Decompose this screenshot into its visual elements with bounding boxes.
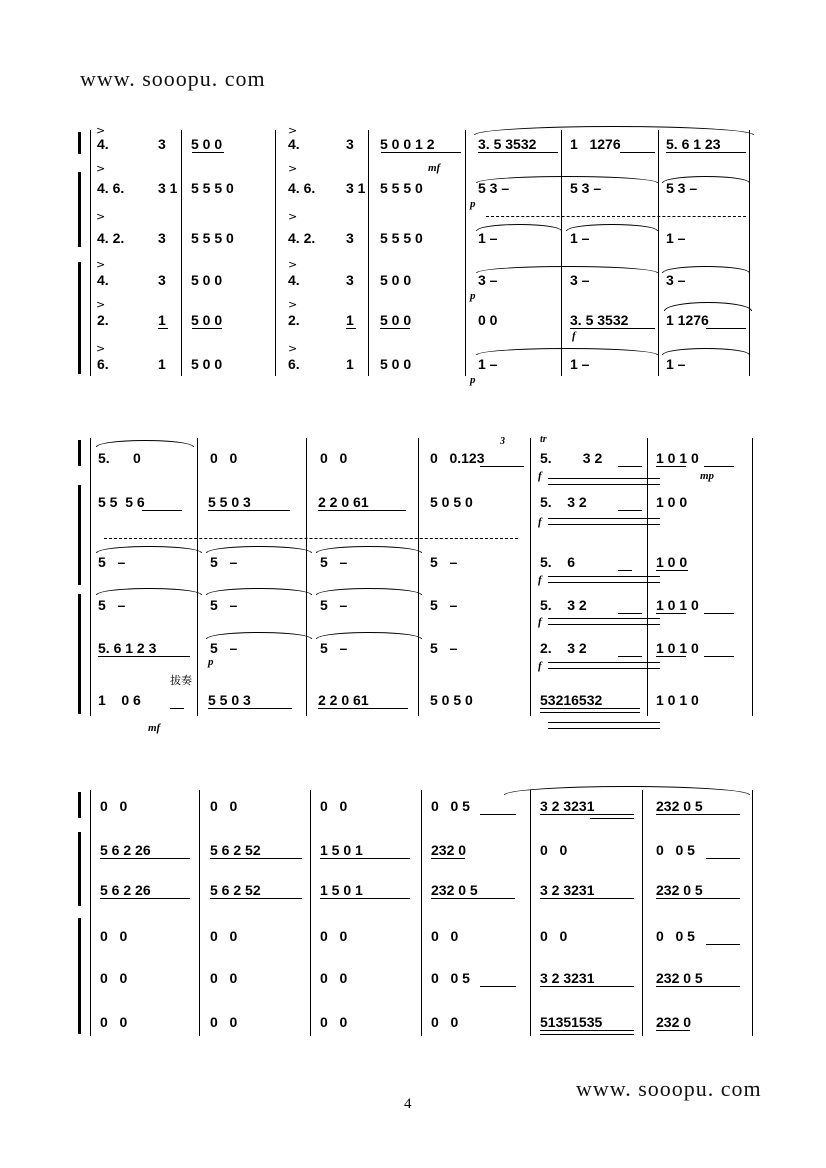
note-cell: 0 0 [320, 1014, 348, 1030]
note-cell: 5 – [320, 597, 348, 613]
note-cell: 0 0 [210, 970, 238, 986]
underline [480, 814, 516, 815]
crescendo [548, 662, 660, 670]
note-cell: 3 [158, 230, 166, 246]
note-cell: 1 0 1 0 [656, 450, 699, 466]
dynamic-f: f [538, 660, 542, 672]
underline [656, 898, 740, 899]
note-cell: 5 6 2 26 [100, 842, 151, 858]
note-cell: 0 0 5 [431, 970, 470, 986]
bracket-bar [78, 918, 81, 1034]
underline [590, 818, 634, 819]
bracket-bar [78, 792, 81, 818]
note-cell: 5. 0 [98, 450, 141, 466]
note-cell: 5 5 5 0 [380, 180, 423, 196]
note-cell: 1 – [666, 230, 686, 246]
slur [662, 176, 750, 183]
note-cell: 5 0 0 [380, 356, 412, 372]
note-cell: 5 0 0 1 2 [380, 136, 435, 152]
note-cell: 3. 5 3532 [570, 312, 629, 328]
note-cell: 4. [97, 136, 109, 152]
note-cell: 1 5 0 1 [320, 882, 363, 898]
underline [666, 152, 746, 153]
underline [618, 466, 642, 467]
note-cell: 5 6 2 52 [210, 842, 261, 858]
note-cell: 5 6 2 26 [100, 882, 151, 898]
note-cell: 3 [346, 272, 354, 288]
bracket-bar [78, 832, 81, 906]
slur [206, 546, 312, 553]
dynamic-f: f [538, 516, 542, 528]
note-cell: 1 1276 [570, 136, 621, 152]
note-cell: 5 0 5 0 [430, 692, 473, 708]
note-cell: 4. [97, 272, 109, 288]
slur [476, 348, 658, 355]
accent-mark: > [288, 342, 298, 355]
note-cell: 232 0 [431, 842, 467, 858]
slur [474, 126, 754, 135]
bracket-bar [78, 485, 81, 585]
underline [318, 510, 406, 511]
underline [570, 328, 655, 329]
note-cell: 5 – [210, 597, 238, 613]
underline [170, 708, 184, 709]
underline [192, 152, 224, 153]
underline [656, 466, 686, 467]
underline [706, 328, 746, 329]
note-cell: 5. 3 2 [540, 494, 587, 510]
accent-mark: > [96, 210, 106, 223]
underline [618, 510, 642, 511]
note-cell: 2. 3 2 [540, 640, 587, 656]
bracket-bar [78, 172, 81, 247]
note-cell: 1 – [570, 230, 590, 246]
note-cell: 5 3 – [666, 180, 698, 196]
slur [504, 786, 750, 795]
note-cell: 232 0 5 [656, 798, 703, 814]
underline [540, 814, 634, 815]
dynamic-mp: mp [700, 470, 715, 482]
crescendo [548, 576, 660, 584]
note-cell: 0 0 [210, 1014, 238, 1030]
bracket-bar [78, 594, 81, 714]
note-cell: 1 [158, 356, 166, 372]
underline [142, 510, 182, 511]
note-cell: 5 – [98, 554, 126, 570]
note-cell: 0 0 [210, 450, 238, 466]
note-cell: 3 2 3231 [540, 970, 595, 986]
bracket-bar [78, 132, 81, 154]
note-cell: 1 – [666, 356, 686, 372]
accent-mark: > [288, 298, 298, 311]
tremolo-line [104, 538, 518, 539]
underline [100, 858, 190, 859]
note-cell: 1 0 1 0 [656, 640, 699, 656]
barline [306, 438, 307, 716]
slur [476, 266, 658, 273]
note-cell: 5 5 5 0 [191, 180, 234, 196]
slur [96, 588, 202, 595]
note-cell: 0 0 5 [656, 842, 695, 858]
note-cell: 5 6 2 52 [210, 882, 261, 898]
note-cell: 5 0 5 0 [430, 494, 473, 510]
note-cell: 5 0 0 [191, 356, 223, 372]
barline [530, 790, 531, 1036]
underline [618, 570, 632, 571]
underline [656, 613, 686, 614]
dynamic-p: p [470, 290, 476, 302]
crescendo [548, 518, 660, 526]
note-cell: 5. 6 [540, 554, 576, 570]
system-barline [90, 438, 91, 716]
note-cell: 1 – [478, 356, 498, 372]
note-cell: 1 [158, 312, 166, 328]
underline [192, 328, 222, 329]
underline [706, 858, 740, 859]
note-cell: 3 2 3231 [540, 798, 595, 814]
crescendo [548, 722, 660, 730]
note-cell: 4. 6. [288, 180, 316, 196]
note-cell: 5. 3 2 [540, 450, 603, 466]
note-cell: 6. [288, 356, 300, 372]
slur [316, 632, 422, 639]
barline [418, 438, 419, 716]
note-cell: 3 – [666, 272, 686, 288]
underline [98, 656, 190, 657]
note-cell: 1 – [570, 356, 590, 372]
note-cell: 1 0 0 [656, 554, 688, 570]
dynamic-mf: mf [148, 722, 161, 734]
note-cell: 0 0 5 [656, 928, 695, 944]
underline [480, 986, 516, 987]
note-cell: 232 0 [656, 1014, 692, 1030]
note-cell: 0 0 [320, 798, 348, 814]
dynamic-p: p [470, 198, 476, 210]
note-cell: 5. 3 2 [540, 597, 587, 613]
note-cell: 0 0 [210, 928, 238, 944]
underline [620, 152, 655, 153]
note-cell: 1 1276 [666, 312, 709, 328]
underline [320, 858, 410, 859]
note-cell: 5 5 0 3 [208, 692, 251, 708]
note-cell: 5 5 0 3 [208, 494, 251, 510]
note-cell: 1 5 0 1 [320, 842, 363, 858]
underline [478, 152, 558, 153]
barline [275, 130, 276, 376]
note-cell: 5 0 0 [191, 312, 223, 328]
note-cell: 53216532 [540, 692, 603, 708]
note-cell: 2 2 0 61 [318, 692, 369, 708]
dynamic-mf: mf [428, 162, 441, 174]
underline [540, 986, 634, 987]
accent-mark: > [96, 258, 106, 271]
underline [540, 712, 640, 713]
note-cell: 5 0 0 [380, 312, 412, 328]
accent-mark: > [288, 210, 298, 223]
barline [752, 790, 753, 1036]
underline [318, 708, 408, 709]
note-cell: 5 3 – [478, 180, 510, 196]
underline [540, 1034, 634, 1035]
underline [656, 656, 686, 657]
accent-mark: > [288, 162, 298, 175]
note-cell: 232 0 5 [656, 882, 703, 898]
slur [664, 302, 752, 311]
accent-mark: > [96, 298, 106, 311]
note-cell: 0 0 [100, 1014, 128, 1030]
note-cell: 3. 5 3532 [478, 136, 537, 152]
note-cell: 3 [346, 136, 354, 152]
note-cell: 1 0 1 0 [656, 597, 699, 613]
underline [210, 858, 302, 859]
barline [368, 130, 369, 376]
dynamic-p: p [208, 656, 214, 668]
note-cell: 4. 6. [97, 180, 125, 196]
slur [96, 440, 194, 447]
barline [752, 438, 753, 716]
slur [316, 588, 422, 595]
watermark-top: www. sooopu. com [80, 66, 266, 91]
note-cell: 5 – [210, 640, 238, 656]
note-cell: 1 [346, 356, 354, 372]
note-cell: 0 0 [100, 798, 128, 814]
barline [421, 790, 422, 1036]
note-cell: 5 – [98, 597, 126, 613]
underline [380, 328, 410, 329]
note-cell: 0 0 [540, 842, 568, 858]
underline [618, 613, 642, 614]
note-cell: 4. [288, 272, 300, 288]
note-cell: 2. [288, 312, 300, 328]
barline [658, 130, 659, 376]
note-cell: 3 1 [346, 180, 366, 196]
note-cell: 5 – [430, 640, 458, 656]
underline [100, 898, 190, 899]
underline [480, 466, 524, 467]
crescendo [548, 618, 660, 626]
underline [540, 1030, 634, 1031]
slur [96, 546, 202, 553]
underline [704, 656, 734, 657]
slur [476, 176, 658, 183]
note-cell: 4. [288, 136, 300, 152]
note-cell: 4. 2. [288, 230, 316, 246]
slur [662, 266, 750, 273]
page-number: 4 [404, 1096, 412, 1112]
note-cell: 5 3 – [570, 180, 602, 196]
underline [704, 613, 734, 614]
underline [656, 570, 688, 571]
note-cell: 0 0 [478, 312, 498, 328]
underline [704, 466, 734, 467]
note-cell: 5 – [320, 554, 348, 570]
underline [618, 656, 642, 657]
underline [656, 814, 740, 815]
underline [431, 898, 515, 899]
underline [208, 510, 290, 511]
note-cell: 5 – [320, 640, 348, 656]
note-cell: 0 0 [431, 928, 459, 944]
note-cell: 5 0 0 [191, 272, 223, 288]
underline [706, 944, 740, 945]
slur [662, 348, 750, 355]
note-cell: 5 5 5 6 [98, 494, 145, 510]
note-cell: 232 0 5 [431, 882, 478, 898]
underline [540, 898, 634, 899]
note-cell: 5 0 0 [191, 136, 223, 152]
bracket-bar [78, 440, 81, 466]
underline [656, 986, 740, 987]
note-cell: 0 0 [431, 1014, 459, 1030]
underline [210, 898, 302, 899]
note-cell: 2 2 0 61 [318, 494, 369, 510]
note-cell: 3 1 [158, 180, 178, 196]
note-cell: 5. 6 1 23 [666, 136, 721, 152]
accent-mark: > [288, 124, 298, 137]
barline [199, 790, 200, 1036]
accent-mark: > [288, 258, 298, 271]
note-cell: 0 0 [320, 970, 348, 986]
note-cell: 51351535 [540, 1014, 603, 1030]
underline [540, 708, 640, 709]
barline [642, 790, 643, 1036]
technique-label: 拔奏 [170, 674, 192, 687]
dynamic-f: f [538, 616, 542, 628]
underline [346, 328, 356, 329]
underline [320, 898, 410, 899]
barline [749, 130, 750, 376]
accent-mark: > [96, 124, 106, 137]
underline [158, 328, 168, 329]
note-cell: 0 0 5 [431, 798, 470, 814]
dynamic-f: f [538, 470, 542, 482]
underline [381, 152, 461, 153]
slur [566, 224, 658, 231]
accent-mark: > [96, 342, 106, 355]
note-cell: 5 – [430, 554, 458, 570]
system-barline [90, 790, 91, 1036]
underline [208, 708, 292, 709]
note-cell: 0 0 [540, 928, 568, 944]
slur [206, 632, 312, 639]
barline [197, 438, 198, 716]
note-cell: 1 [346, 312, 354, 328]
note-cell: 5 5 5 0 [191, 230, 234, 246]
note-cell: 0 0 [320, 928, 348, 944]
note-cell: 2. [97, 312, 109, 328]
note-cell: 0 0 [320, 450, 348, 466]
slur [476, 224, 562, 231]
note-cell: 0 0 [210, 798, 238, 814]
note-cell: 5 5 5 0 [380, 230, 423, 246]
note-cell: 3 [158, 136, 166, 152]
crescendo [548, 478, 660, 486]
note-cell: 1 0 0 [656, 494, 688, 510]
note-cell: 3 2 3231 [540, 882, 595, 898]
dynamic-f: f [572, 330, 576, 342]
triplet-mark: 3 [500, 436, 505, 447]
note-cell: 1 – [478, 230, 498, 246]
note-cell: 6. [97, 356, 109, 372]
underline [431, 858, 465, 859]
barline [181, 130, 182, 376]
slur [206, 588, 312, 595]
tremolo-line [486, 216, 746, 217]
trill-mark: tr [540, 434, 547, 445]
note-cell: 3 – [478, 272, 498, 288]
accent-mark: > [96, 162, 106, 175]
note-cell: 0 0 [100, 970, 128, 986]
note-cell: 5. 6 1 2 3 [98, 640, 157, 656]
note-cell: 5 – [210, 554, 238, 570]
note-cell: 1 0 6 [98, 692, 141, 708]
note-cell: 3 [346, 230, 354, 246]
dynamic-f: f [538, 574, 542, 586]
note-cell: 5 0 0 [380, 272, 412, 288]
note-cell: 3 – [570, 272, 590, 288]
bracket-bar [78, 262, 81, 374]
note-cell: 0 0.123 [430, 450, 485, 466]
dynamic-p: p [470, 374, 476, 386]
note-cell: 3 [158, 272, 166, 288]
watermark-bottom: www. sooopu. com [576, 1076, 762, 1101]
note-cell: 1 0 1 0 [656, 692, 699, 708]
note-cell: 232 0 5 [656, 970, 703, 986]
slur [316, 546, 422, 553]
note-cell: 0 0 [100, 928, 128, 944]
barline [561, 130, 562, 376]
note-cell: 5 – [430, 597, 458, 613]
system-barline [90, 130, 91, 376]
barline [465, 130, 466, 376]
barline [530, 438, 531, 716]
note-cell: 4. 2. [97, 230, 125, 246]
barline [310, 790, 311, 1036]
underline [656, 1030, 690, 1031]
